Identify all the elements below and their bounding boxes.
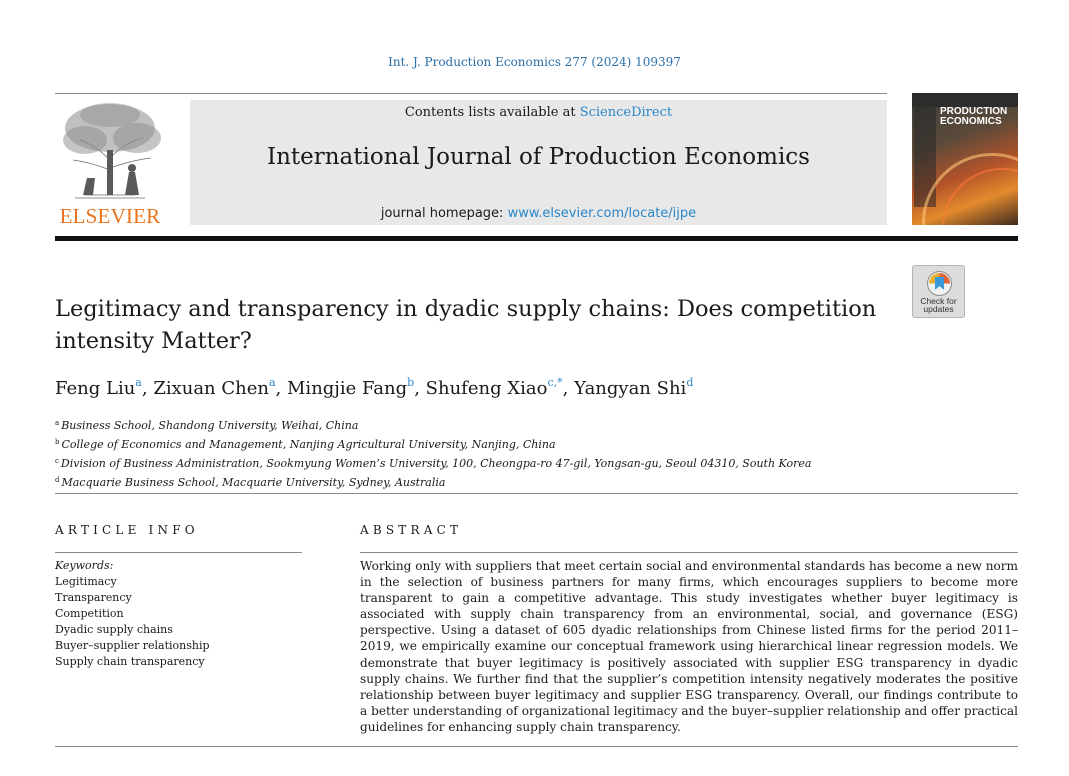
author-name[interactable]: Zixuan Chen [153, 378, 269, 399]
section-divider [55, 493, 1018, 494]
affiliation-text: Macquarie Business School, Macquarie University, Sydney, Australia [61, 476, 446, 489]
affiliation-item [55, 415, 955, 434]
sciencedirect-link[interactable]: ScienceDirect [579, 105, 673, 120]
author-affiliation-link[interactable]: a [268, 376, 276, 389]
affiliation-marker: d [55, 476, 60, 484]
bottom-divider [55, 746, 1018, 747]
abstract-rule [360, 552, 1018, 553]
keywords-list [55, 558, 305, 670]
keyword-item[interactable]: Transparency [55, 591, 132, 604]
header-thick-rule [55, 236, 1018, 241]
article-info-heading: ARTICLE INFO [55, 523, 199, 537]
elsevier-logo[interactable] [55, 100, 165, 228]
abstract-heading: ABSTRACT [360, 523, 463, 537]
journal-banner [190, 100, 887, 225]
cover-title-line: PRODUCTION [940, 106, 1008, 117]
affiliation-list [55, 415, 955, 491]
keywords-label: Keywords: [55, 559, 114, 572]
author-affiliation-link[interactable]: c,* [547, 376, 563, 389]
check-updates-line: updates [923, 304, 954, 314]
elsevier-tree-icon [55, 100, 165, 200]
journal-homepage [190, 206, 887, 221]
author-name[interactable]: Yangyan Shi [574, 378, 687, 399]
keyword-item[interactable]: Competition [55, 607, 124, 620]
author-name[interactable]: Shufeng Xiao [425, 378, 548, 399]
author-affiliation-link[interactable]: a [135, 376, 142, 389]
author-list [55, 376, 955, 399]
author-separator: , [414, 378, 426, 399]
contents-line [190, 105, 887, 120]
abstract-text: Working only with suppliers that meet certain social and environmental standards has become a new norm in the selection of business partners for many firms, which encourages suppliers to become more transparent to gain a competitive advantage. This study investigates whether buyer legitimacy is associated with supply chain transparency from an environmental, social, and governance (ESG) perspective. Using a dataset of 605 dyadic relationships from Chinese listed firms for the period 2011–2019, we empirically examine our conceptual framework using hierarchical linear regression models. We demonstrate that buyer legitimacy is positively associated with supplier ESG transparency in dyadic supply chains. We further find that the supplier’s competition intensity negatively moderates the positive relationship between buyer legitimacy and supplier ESG transparency. Overall, our findings contribute to a better understanding of organizational legitimacy and the buyer–supplier relationship and offer practical guidelines for enhancing supply chain transparency. [360, 559, 1019, 734]
affiliation-text: College of Economics and Management, Nanjing Agricultural University, Nanjing, China [61, 438, 556, 451]
contents-prefix: Contents lists available at [404, 105, 580, 120]
journal-cover-thumbnail[interactable] [912, 93, 1018, 225]
affiliation-marker: b [55, 438, 60, 446]
check-updates-line: Check for [920, 296, 957, 306]
keyword-item[interactable]: Dyadic supply chains [55, 623, 173, 636]
crossmark-icon [926, 270, 953, 297]
affiliation-text: Business School, Shandong University, Weihai, China [61, 419, 359, 432]
keyword-item[interactable]: Buyer–supplier relationship [55, 639, 210, 652]
keyword-item[interactable]: Supply chain transparency [55, 655, 205, 668]
homepage-prefix: journal homepage: [380, 206, 508, 221]
author-affiliation-link[interactable]: d [686, 376, 694, 389]
affiliation-marker: a [55, 419, 60, 427]
author-name[interactable]: Feng Liu [55, 378, 136, 399]
article-info-rule [55, 552, 302, 553]
author-separator: , [275, 378, 287, 399]
homepage-link[interactable]: www.elsevier.com/locate/ijpe [507, 206, 697, 221]
elsevier-wordmark: ELSEVIER [59, 204, 161, 228]
author-separator: , [562, 378, 575, 399]
affiliation-text: Division of Business Administration, Sookmyung Women’s University, 100, Cheongpa-ro 47-gil, Yongsan-gu, Seoul 04310, South Korea [60, 457, 812, 470]
journal-citation[interactable]: Int. J. Production Economics 277 (2024) 109397 [388, 55, 681, 69]
journal-title[interactable]: International Journal of Production Economics [267, 144, 810, 170]
affiliation-item [55, 472, 955, 491]
check-for-updates-button[interactable] [912, 265, 965, 318]
keyword-item[interactable]: Legitimacy [55, 575, 117, 588]
author-affiliation-link[interactable]: b [407, 376, 415, 389]
affiliation-item [55, 434, 955, 453]
cover-top-band [912, 93, 1018, 107]
author-name[interactable]: Mingjie Fang [287, 378, 408, 399]
article-title: Legitimacy and transparency in dyadic supply chains: Does competition intensity Matter? [55, 296, 877, 354]
cover-title [940, 107, 1016, 127]
header-divider [55, 93, 887, 94]
cover-title-line: ECONOMICS [940, 116, 1002, 127]
affiliation-marker: c [55, 457, 59, 465]
affiliation-item [55, 453, 955, 472]
author-separator: , [141, 378, 154, 399]
check-updates-label [913, 297, 964, 313]
